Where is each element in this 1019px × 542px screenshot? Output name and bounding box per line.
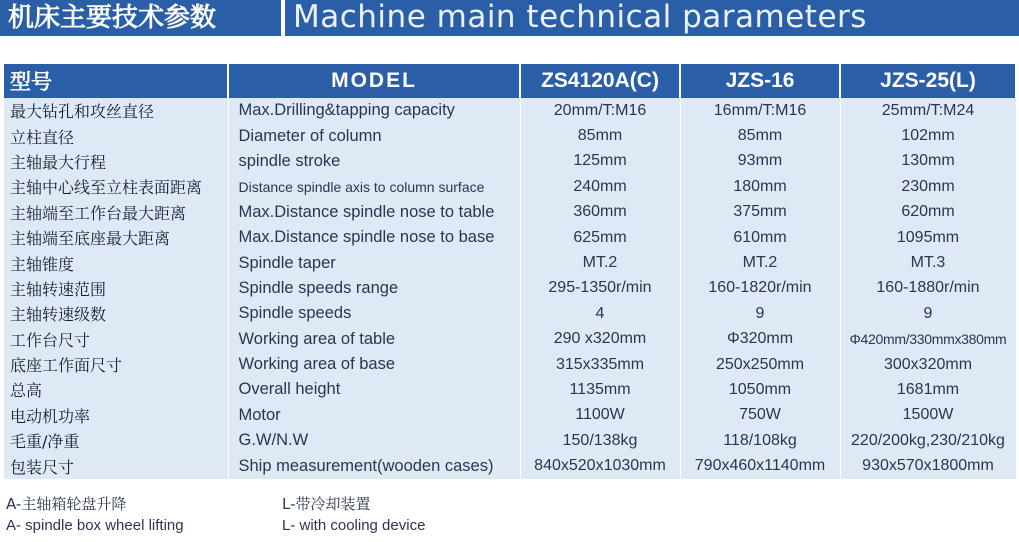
value-jzs25: 230mm	[840, 174, 1016, 199]
table-row	[4, 352, 1016, 377]
table-row	[4, 200, 1016, 225]
param-en: Ship measurement(wooden cases)	[228, 453, 520, 478]
param-cn: 最大钻孔和攻丝直径	[4, 98, 228, 123]
table-row	[4, 225, 1016, 250]
param-cn: 总高	[4, 377, 228, 402]
value-zs4120a: 150/138kg	[520, 428, 680, 453]
value-jzs25: 220/200kg,230/210kg	[840, 428, 1016, 453]
param-en: Max.Drilling&tapping capacity	[228, 98, 520, 123]
value-zs4120a: 290 x320mm	[520, 327, 680, 352]
param-cn: 主轴中心线至立柱表面距离	[4, 174, 228, 199]
param-en: Max.Distance spindle nose to table	[228, 200, 520, 225]
param-en: spindle stroke	[228, 149, 520, 174]
table-row	[4, 403, 1016, 428]
value-jzs25: 102mm	[840, 123, 1016, 148]
param-cn: 主轴端至工作台最大距离	[4, 200, 228, 225]
value-jzs25: 1500W	[840, 403, 1016, 428]
param-en: Max.Distance spindle nose to base	[228, 225, 520, 250]
param-en: G.W/N.W	[228, 428, 520, 453]
param-cn: 主轴端至底座最大距离	[4, 225, 228, 250]
note-a	[6, 494, 184, 536]
table-row	[4, 428, 1016, 453]
value-jzs25: 130mm	[840, 149, 1016, 174]
table-header-row	[4, 64, 1016, 98]
value-jzs16: 180mm	[680, 174, 840, 199]
value-zs4120a: 4	[520, 301, 680, 326]
note-l-en: L- with cooling device	[282, 517, 426, 534]
table-row	[4, 377, 1016, 402]
header-zs4120a: ZS4120A(C)	[520, 64, 680, 98]
note-l	[282, 494, 425, 536]
param-en: Spindle taper	[228, 250, 520, 275]
note-a-en: A- spindle box wheel lifting	[6, 517, 184, 534]
value-zs4120a: 315x335mm	[520, 352, 680, 377]
value-jzs16: 790x460x1140mm	[680, 453, 840, 478]
value-jzs25: 620mm	[840, 200, 1016, 225]
table-row	[4, 98, 1016, 123]
value-jzs16: Φ320mm	[680, 327, 840, 352]
param-en: Distance spindle axis to column surface	[228, 174, 520, 199]
header-jzs25: JZS-25(L)	[840, 64, 1016, 98]
value-jzs25: 930x570x1800mm	[840, 453, 1016, 478]
note-l-cn: L-带冷却装置	[282, 495, 371, 513]
value-zs4120a: 85mm	[520, 123, 680, 148]
value-jzs16: 610mm	[680, 225, 840, 250]
value-jzs25: MT.3	[840, 250, 1016, 275]
table-row	[4, 149, 1016, 174]
value-jzs16: 85mm	[680, 123, 840, 148]
value-jzs16: 160-1820r/min	[680, 276, 840, 301]
value-jzs25: 300x320mm	[840, 352, 1016, 377]
value-zs4120a: 20mm/T:M16	[520, 98, 680, 123]
value-jzs16: 1050mm	[680, 377, 840, 402]
value-jzs25: 1095mm	[840, 225, 1016, 250]
value-zs4120a: 240mm	[520, 174, 680, 199]
title-banner	[0, 0, 1019, 36]
param-cn: 工作台尺寸	[4, 327, 228, 352]
param-en: Motor	[228, 403, 520, 428]
table-row	[4, 453, 1016, 478]
value-zs4120a: 840x520x1030mm	[520, 453, 680, 478]
value-jzs25: 160-1880r/min	[840, 276, 1016, 301]
param-cn: 主轴最大行程	[4, 149, 228, 174]
note-a-cn: A-主轴箱轮盘升降	[6, 495, 127, 513]
param-cn: 立柱直径	[4, 123, 228, 148]
value-zs4120a: 1135mm	[520, 377, 680, 402]
value-jzs16: MT.2	[680, 250, 840, 275]
param-cn: 毛重/净重	[4, 428, 228, 453]
table-row	[4, 174, 1016, 199]
value-jzs16: 93mm	[680, 149, 840, 174]
header-model-cn: 型号	[4, 64, 228, 98]
value-jzs16: 9	[680, 301, 840, 326]
param-en: Overall height	[228, 377, 520, 402]
value-jzs16: 16mm/T:M16	[680, 98, 840, 123]
value-zs4120a: 360mm	[520, 200, 680, 225]
value-zs4120a: 295-1350r/min	[520, 276, 680, 301]
param-en: Diameter of column	[228, 123, 520, 148]
title-english: Machine main technical parameters	[285, 0, 1019, 36]
value-jzs25: 9	[840, 301, 1016, 326]
header-jzs16: JZS-16	[680, 64, 840, 98]
value-jzs16: 375mm	[680, 200, 840, 225]
table-row	[4, 276, 1016, 301]
value-jzs16: 118/108kg	[680, 428, 840, 453]
value-zs4120a: 625mm	[520, 225, 680, 250]
param-en: Working area of base	[228, 352, 520, 377]
value-zs4120a: 1100W	[520, 403, 680, 428]
param-en: Spindle speeds range	[228, 276, 520, 301]
param-cn: 电动机功率	[4, 403, 228, 428]
param-cn: 主轴转速级数	[4, 301, 228, 326]
value-jzs25: 1681mm	[840, 377, 1016, 402]
table-row	[4, 301, 1016, 326]
param-cn: 主轴转速范围	[4, 276, 228, 301]
value-jzs25: 25mm/T:M24	[840, 98, 1016, 123]
table-row	[4, 123, 1016, 148]
param-en: Working area of table	[228, 327, 520, 352]
param-cn: 底座工作面尺寸	[4, 352, 228, 377]
param-cn: 包装尺寸	[4, 453, 228, 478]
table-row	[4, 250, 1016, 275]
value-jzs16: 250x250mm	[680, 352, 840, 377]
spec-table	[4, 64, 1017, 479]
header-model: MODEL	[228, 64, 520, 98]
value-zs4120a: 125mm	[520, 149, 680, 174]
title-chinese: 机床主要技术参数	[0, 0, 285, 36]
value-zs4120a: MT.2	[520, 250, 680, 275]
param-en: Spindle speeds	[228, 301, 520, 326]
value-jzs16: 750W	[680, 403, 840, 428]
table-row	[4, 327, 1016, 352]
value-jzs25: Φ420mm/330mmx380mm	[840, 327, 1016, 352]
param-cn: 主轴锥度	[4, 250, 228, 275]
